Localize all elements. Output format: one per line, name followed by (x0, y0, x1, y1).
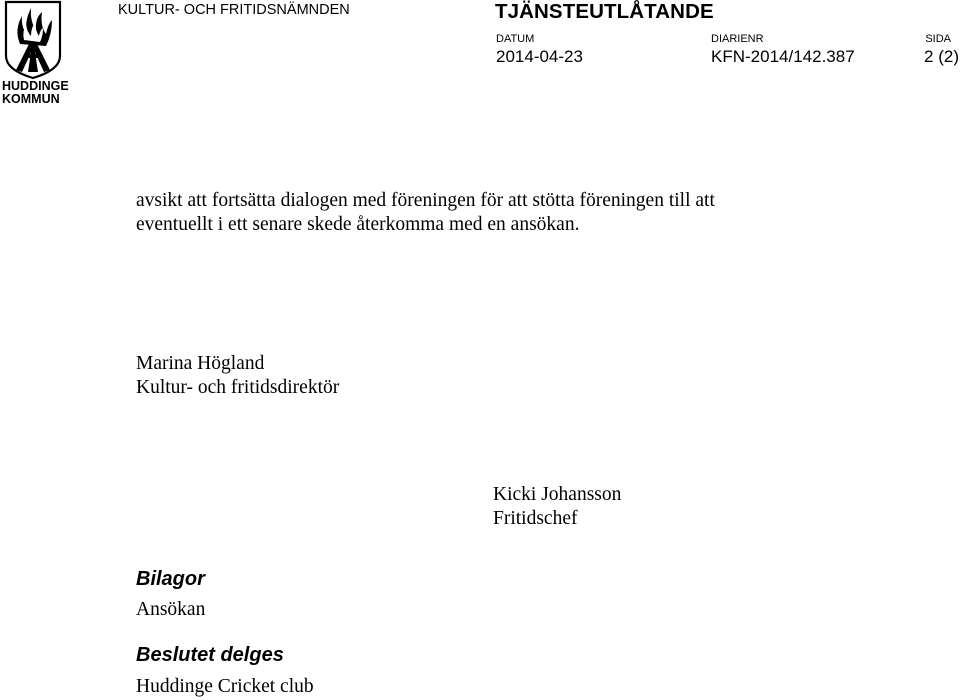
document-type-title: TJÄNSTEUTLÅTANDE (495, 0, 714, 23)
department-name: KULTUR- OCH FRITIDSNÄMNDEN (118, 2, 350, 18)
signatory-title: Fritidschef (493, 508, 578, 529)
signatory-name: Marina Högland (136, 353, 265, 374)
distribution-heading: Beslutet delges (136, 644, 284, 666)
page-number: 2 (2) (924, 47, 959, 66)
signatory-title: Kultur- och fritidsdirektör (136, 377, 340, 398)
huddinge-kommun-logo (0, 0, 68, 106)
attachment-item: Ansökan (136, 599, 206, 620)
paragraph-line: avsikt att fortsätta dialogen med föreningen för att stötta föreningen till att (136, 190, 715, 211)
attachments-heading: Bilagor (136, 568, 205, 590)
signatory-name: Kicki Johansson (493, 484, 622, 505)
page-label: SIDA (925, 33, 951, 45)
signatory-director (136, 352, 339, 400)
date-value: 2014-04-23 (496, 47, 583, 66)
logo-text-line2: KOMMUN (2, 92, 60, 106)
body-paragraph (136, 189, 715, 237)
registration-number-label: DIARIENR (711, 33, 764, 45)
distribution-recipient: Huddinge Cricket club (136, 676, 314, 697)
paragraph-line: eventuellt i ett senare skede återkomma med en ansökan. (136, 214, 580, 235)
registration-number-value: KFN-2014/142.387 (711, 47, 855, 66)
torch-emblem-icon (0, 0, 66, 80)
date-label: DATUM (496, 33, 535, 45)
signatory-chief (493, 483, 621, 531)
logo-text-line1: HUDDINGE (2, 79, 69, 93)
